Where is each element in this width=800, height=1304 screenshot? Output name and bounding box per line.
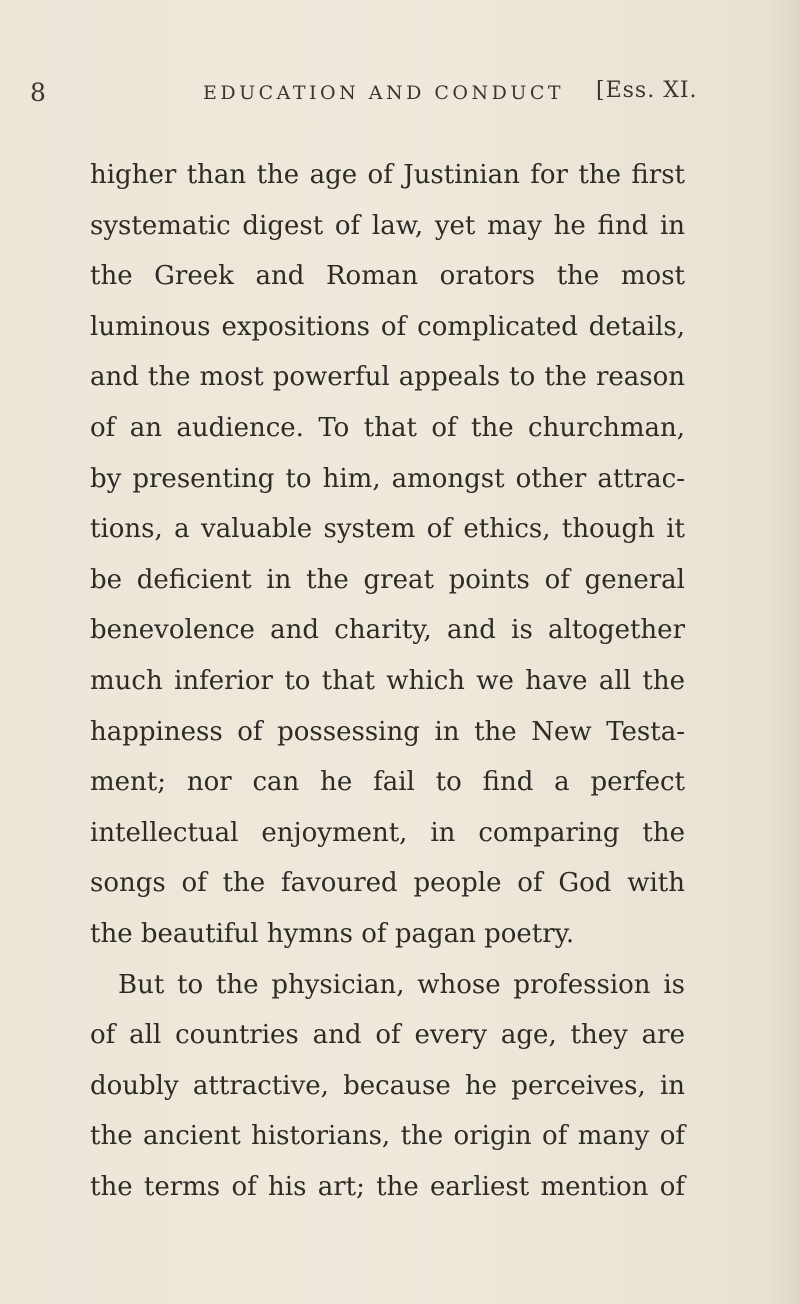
text-line-7: by presenting to him, amongst other attrac-	[90, 463, 685, 494]
text-line-12: happiness of possessing in the New Testa-	[90, 716, 685, 747]
section-reference: [Ess. XI.	[596, 78, 698, 103]
text-line-19: doubly attractive, because he perceives, in	[90, 1070, 685, 1101]
text-line-9: be deficient in the great points of general	[90, 564, 685, 595]
text-line-16: the beautiful hymns of pagan poetry.	[90, 918, 575, 949]
body-text	[90, 150, 685, 1212]
text-line-18: of all countries and of every age, they are	[90, 1020, 685, 1051]
text-line-5: and the most powerful appeals to the reason	[90, 362, 685, 393]
text-line-20: the ancient historians, the origin of many of	[90, 1121, 685, 1152]
text-line-2: systematic digest of law, yet may he find in	[90, 210, 685, 241]
text-line-1: higher than the age of Justinian for the first	[90, 160, 685, 190]
text-line-11: much inferior to that which we have all the	[90, 665, 685, 696]
text-line-8: tions, a valuable system of ethics, though it	[90, 514, 685, 545]
page-number: 8	[30, 78, 46, 107]
text-line-4: luminous expositions of complicated details,	[90, 311, 685, 342]
text-line-3: the Greek and Roman orators the most	[90, 261, 685, 292]
running-head	[30, 78, 720, 118]
text-line-10: benevolence and charity, and is altogether	[90, 615, 685, 646]
text-line-14: intellectual enjoyment, in comparing the	[90, 817, 685, 848]
text-line-15: songs of the favoured people of God with	[90, 868, 685, 899]
running-title: EDUCATION AND CONDUCT	[203, 82, 565, 104]
text-line-13: ment; nor can he fail to find a perfect	[90, 767, 685, 798]
text-line-21: the terms of his art; the earliest mention of	[90, 1171, 685, 1202]
text-line-17: But to the physician, whose profession is	[118, 969, 685, 1000]
text-line-6: of an audience. To that of the churchman,	[90, 412, 685, 443]
